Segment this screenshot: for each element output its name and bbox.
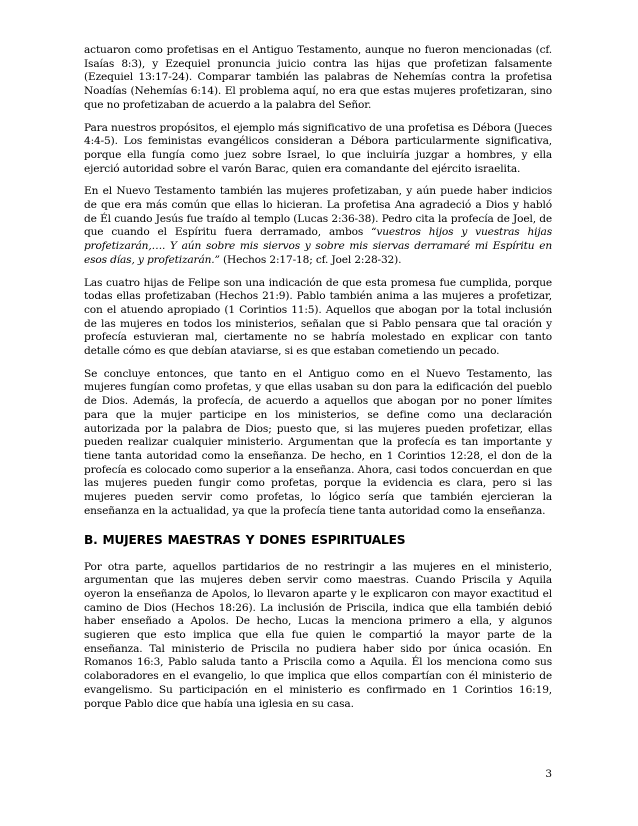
section-heading: B. MUJERES MAESTRAS Y DONES ESPIRITUALES bbox=[84, 532, 406, 547]
paragraph-deborah: Para nuestros propósitos, el ejemplo más significativo de una profetisa es Débora (Jueces 4:4-5). Los feministas evangélicos consideran a Débora particularmente significativa, porque ella fungía como juez sobre Israel, lo que incluiría juzgar a hombres, y ella ejerció autoridad sobre el varón Barac, quien era comandante del ejército israelita. bbox=[84, 121, 552, 175]
paragraph-conclusion: Se concluye entonces, que tanto en el Antiguo como en el Nuevo Testamento, las mujeres fungían como profetas, y que ellas usaban su don para la edificación del pueblo de Dios. Además, la profecía, de acuerdo a aquellos que abogan por no poner límites para que la mujer participe en los ministerios, se define como una declaración autorizada por la palabra de Dios; puesto que, si las mujeres pueden profetizar, ellas pueden realizar cualquier ministerio. Argumentan que la profecía es tan importante y tiene tanta autoridad como la enseñanza. De hecho, en 1 Corintios 12:28, el don de la profecía es colocado como superior a la enseñanza. Ahora, casi todos concuerdan en que las mujeres pueden fungir como profetas, porque la evidencia es clara, pero si las mujeres pueden servir como profetas, lo lógico sería que también ejercieran la enseñanza en la actualidad, ya que la profecía tiene tanta autoridad como la enseñanza. bbox=[84, 367, 552, 517]
paragraph-text: En el Nuevo Testamento también las mujeres profetizaban, y aún puede haber indicios de que era más común que ellas lo hicieran. La profetisa Ana agradeció a Dios y habló de Él cuando Jesús fue traído al templo (Lucas 2:36-38). Pedro cita la profecía de Joel, de que cuando el Espíritu fuera derramado, ambos bbox=[84, 185, 552, 239]
paragraph-philip-daughters: Las cuatro hijas de Felipe son una indicación de que esta promesa fue cumplida, porque todas ellas profetizaban (Hechos 21:9). Pablo también anima a las mujeres a profetizar, con el atuendo apropiado (1 Corintios 11:5). Aquellos que abogan por la total inclusión de las mujeres en todos los ministerios, señalan que si Pablo pensara que tal oración y profecía estuvieran mal, ciertamente no se habría molestado en explicar con tanto detalle cómo es que debían ataviarse, si es que estaban cometiendo un pecado. bbox=[84, 276, 552, 358]
page-content bbox=[84, 44, 552, 720]
scripture-quote: “vuestros hijos y vuestras hijas profetizarán,…. Y aún sobre mis siervos y sobre mis siervas derramaré mi Espíritu en esos días, y profetizarán.” bbox=[84, 226, 552, 266]
page-number: 3 bbox=[545, 768, 552, 780]
paragraph-priscila: Por otra parte, aquellos partidarios de no restringir a las mujeres en el ministerio, argumentan que las mujeres deben servir como maestras. Cuando Priscila y Aquila oyeron la enseñanza de Apolos, lo llevaron aparte y le explicaron con mayor exactitud el camino de Dios (Hechos 18:26). La inclusión de Priscila, indica que ella también debió haber enseñado a Apolos. De hecho, Lucas la menciona primero a ella, y algunos sugieren que esto implica que ella fue quien le compartió la mayor parte de la enseñanza. Tal ministerio de Priscila no pudiera haber sido por única ocasión. En Romanos 16:3, Pablo saluda tanto a Priscila como a Aquila. Él los menciona como sus colaboradores en el evangelio, lo que implica que ellos compartían con él ministerio de evangelismo. Su participación en el ministerio es confirmado en 1 Corintios 16:19, porque Pablo dice que había una iglesia en su casa. bbox=[84, 560, 552, 710]
paragraph-new-testament bbox=[84, 185, 552, 267]
paragraph-text: (Hechos 2:17-18; cf. Joel 2:28-32). bbox=[219, 253, 402, 266]
paragraph-prophetesses-ot: actuaron como profetisas en el Antiguo Testamento, aunque no fueron mencionadas (cf. Isaías 8:3), y Ezequiel pronuncia juicio contra las hijas que profetizan falsamente (Ezequiel 13:17-24). Comparar también las palabras de Nehemías contra la profetisa Noadías (Nehemías 6:14). El problema aquí, no era que estas mujeres profetizaran, sino que no profetizaban de acuerdo a la palabra del Señor. bbox=[84, 44, 552, 111]
